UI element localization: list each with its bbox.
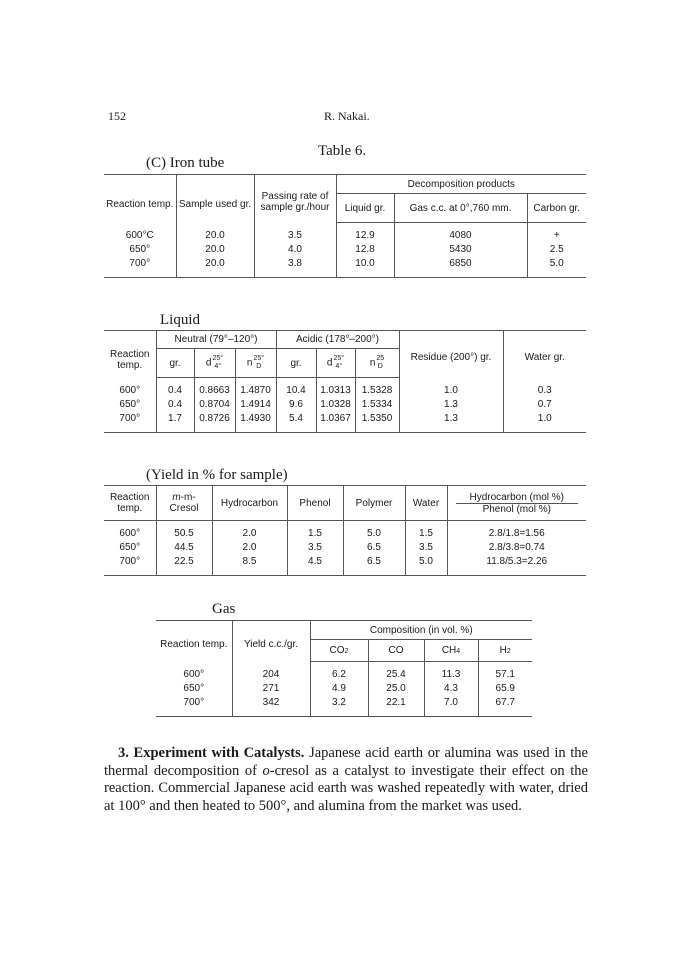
- header-yield: Yield c.c./gr.: [232, 621, 310, 662]
- table-row: 650° 44.5 2.0 3.5 6.5 3.5 2.8/3.8=0.74: [104, 541, 586, 555]
- section-number: 3.: [118, 745, 129, 761]
- header-reaction-temp: Reaction temp.: [156, 621, 232, 662]
- body-paragraph: 3. Experiment with Catalysts. Japanese acid earth or alumina was used in the thermal decomposition of o-cresol as a catalyst to investigate their effect on the reaction. Commercial Japanese acid earth was washed repeatedly with water, dried at 100° and then heated to 500°, and alumina from the market was used.: [104, 745, 588, 814]
- table-row: 650° 0.4 0.8704 1.4914 9.6 1.0328 1.5334 1.3 0.7: [104, 398, 586, 412]
- header-phenol: Phenol: [287, 486, 343, 521]
- table-row: 700° 342 3.2 22.1 7.0 67.7: [156, 696, 532, 717]
- header-reaction-temp: Reaction temp.: [104, 175, 176, 223]
- table-row: 650° 20.0 4.0 12.8 5430 2.5: [104, 243, 586, 257]
- header-water: Water gr.: [503, 331, 586, 378]
- header-co: CO: [368, 640, 424, 662]
- table-title: Table 6.: [318, 143, 367, 159]
- header-carbon: Carbon gr.: [527, 194, 586, 223]
- header-neutral-refractive-index: n 25° D: [235, 349, 276, 378]
- table-row: 600° 50.5 2.0 1.5 5.0 1.5 2.8/1.8=1.56: [104, 521, 586, 542]
- header-gas: Gas c.c. at 0°,760 mm.: [394, 194, 527, 223]
- header-reaction-temp: Reaction temp.: [104, 331, 156, 378]
- table-row: 600° 0.4 0.8663 1.4870 10.4 1.0313 1.5328 1.0 0.3: [104, 378, 586, 399]
- section-title: Experiment with Catalysts.: [133, 745, 305, 761]
- header-decomposition-products: Decomposition products: [336, 175, 586, 194]
- header-composition: Composition (in vol. %): [310, 621, 532, 640]
- header-reaction-temp: Reaction temp.: [104, 486, 156, 521]
- header-sample-used: Sample used gr.: [176, 175, 254, 223]
- header-liquid: Liquid gr.: [336, 194, 394, 223]
- header-m-cresol: m-m-Cresol: [156, 486, 212, 521]
- header-h2: H2: [478, 640, 532, 662]
- header-residue: Residue (200°) gr.: [399, 331, 503, 378]
- header-co2: CO2: [310, 640, 368, 662]
- header-acidic: Acidic (178°–200°): [276, 331, 399, 349]
- gas-heading: Gas: [212, 601, 236, 617]
- header-ratio: Hydrocarbon (mol %) Phenol (mol %): [447, 486, 586, 521]
- header-neutral-density: d 25° 4°: [194, 349, 235, 378]
- header-passing-rate: Passing rate of sample gr./hour: [254, 175, 336, 223]
- table-row: 700° 1.7 0.8726 1.4930 5.4 1.0367 1.5350 1.3 1.0: [104, 412, 586, 433]
- table-row: 600° 204 6.2 25.4 11.3 57.1: [156, 662, 532, 683]
- header-polymer: Polymer: [343, 486, 405, 521]
- liquid-table: [104, 330, 586, 433]
- table-row: 650° 271 4.9 25.0 4.3 65.9: [156, 682, 532, 696]
- header-ch4: CH4: [424, 640, 478, 662]
- running-head: R. Nakai.: [324, 109, 370, 123]
- yield-table: [104, 485, 586, 576]
- gas-table: [156, 620, 532, 717]
- yield-heading: (Yield in % for sample): [146, 467, 288, 483]
- header-hydrocarbon: Hydrocarbon: [212, 486, 287, 521]
- table-row: 600°C 20.0 3.5 12.9 4080 +: [104, 223, 586, 244]
- iron-tube-heading: (C) Iron tube: [146, 155, 225, 171]
- header-acidic-refractive-index: n 25 D: [355, 349, 399, 378]
- page-number: 152: [108, 109, 126, 123]
- liquid-heading: Liquid: [160, 312, 200, 328]
- header-neutral: Neutral (79°–120°): [156, 331, 276, 349]
- table-row: 700° 20.0 3.8 10.0 6850 5.0: [104, 257, 586, 278]
- header-acidic-density: d 25° 4°: [316, 349, 355, 378]
- table-row: 700° 22.5 8.5 4.5 6.5 5.0 11.8/5.3=2.26: [104, 555, 586, 576]
- header-acidic-gr: gr.: [276, 349, 316, 378]
- iron-tube-table: [104, 174, 586, 278]
- header-neutral-gr: gr.: [156, 349, 194, 378]
- header-water: Water: [405, 486, 447, 521]
